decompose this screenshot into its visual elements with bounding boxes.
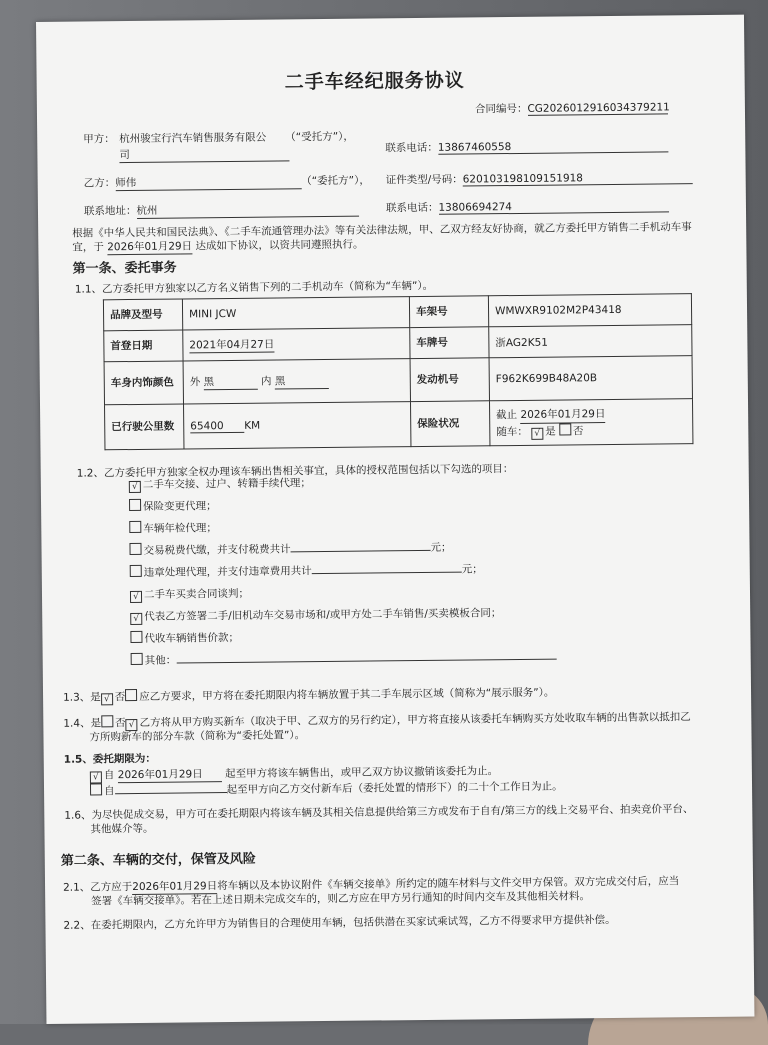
brand-label: 品牌及型号 [103,299,182,331]
options-list [129,473,557,675]
insurance-label: 保险状况 [410,401,489,447]
contract-paper [36,15,754,1024]
option-checkbox[interactable] [131,653,143,665]
insurance-value: 截止 2026年01月29日 随车： √ 是 否 [489,399,692,446]
party-a-phone-row: 联系电话：13867460558 [385,137,668,155]
option-item: √ 代表乙方签署二手/旧机动车交易市场和/或甲方处二手车销售/买卖模板合同； [130,605,556,631]
clause-1-1: 1.1、乙方委托甲方独家以乙方名义销售下列的二手机动车（简称为“车辆”）。 [74,279,434,296]
option-checkbox[interactable] [129,521,141,533]
clause-2-1-cont: 签署《车辆交接单》。若在上述日期未完成交车的，则乙方应在甲方另行通知的时间内交车及其他相关材料。 [91,890,590,908]
brand-value: MINI JCW [182,297,409,330]
term-option-2: 自 起至甲方向乙方交付新车后（委托处置的情形下）的二十个工作日为止。 [90,779,563,799]
contract-number: CG2026012916034379211 [527,101,670,115]
table-row [105,399,693,450]
party-a-name: 杭州骏宝行汽车销售服务有限公 [119,131,267,146]
address-row: 联系地址：杭州 [84,201,359,220]
section-2-heading: 第二条、车辆的交付，保管及风险 [60,851,256,869]
option-item: 交易税费代缴，并支付税费共计 元； [129,539,555,565]
option-checkbox[interactable] [130,565,142,577]
term-option-1: √ 自 2026年01月29日 起至甲方将该车辆售出，或甲乙双方协议撤销该委托为止。 [90,763,498,783]
party-b-id-row: 证件类型/号码：620103198109151918 [386,169,693,187]
option-item: 车辆年检代理； [129,517,555,543]
party-a-label: 甲方： [83,133,115,146]
reg-value: 2021年04月27日 [183,328,410,361]
party-a-role: （“受托方”）， [285,130,354,144]
clause-2-2: 2.2、在委托期限内，乙方允许甲方为销售目的合理使用车辆，包括供潜在买家试乘试驾，乙方不得要求甲方提供补偿。 [63,913,616,932]
c14-no-checkbox[interactable]: √ [126,719,138,731]
party-b-phone-row: 联系电话：13806694274 [386,197,669,215]
reg-label: 首登日期 [104,330,183,362]
party-b-phone: 13806694274 [438,199,668,214]
clause-2-1: 2.1、乙方应于2026年01月29日将车辆以及本协议附件《车辆交接单》所约定的随车材料与文件交甲方保管。双方完成交付后，应当 [63,875,680,894]
contract-number-label: 合同编号： [474,102,528,116]
c13-yes-checkbox[interactable]: √ [101,693,113,705]
section-1-heading: 第一条、委托事务 [72,260,177,277]
party-a-name-cont: 司 [119,145,289,163]
option-item: 其他： [131,649,557,675]
option-checkbox[interactable] [129,499,141,511]
clause-1-6-cont: 其他媒介等。 [90,822,154,836]
plate-label: 车牌号 [410,327,489,359]
intro-line-2: 宜，于 2026年01月29日 达成如下协议，以资共同遵照执行。 [72,238,364,254]
clause-1-4-cont: 方所购新车的部分车款（简称为“委托处置”）。 [89,729,306,744]
option-checkbox[interactable]: √ [129,481,141,493]
km-value: 65400 KM [184,402,411,449]
insurance-no-checkbox[interactable] [559,423,571,435]
c13-no-checkbox[interactable] [125,689,137,701]
option-item: 代收车辆销售价款； [130,627,556,653]
plate-value: 浙AG2K51 [489,325,692,358]
contract-number-row [475,99,668,116]
clause-1-6: 1.6、为尽快促成交易，甲方可在委托期限内将该车辆及其相关信息提供给第三方或发布于自有/第三方的线上交易平台、拍卖竞价平台、 [64,803,694,822]
clause-1-3: 1.3、是 √ 否 应乙方要求，甲方将在委托期限内将车辆放置于其二手车展示区域（简称为“展示服务”）。 [63,686,555,705]
color-value: 外 黑 内 黑 [183,359,410,404]
clause-1-2: 1.2、乙方委托甲方独家全权办理该车辆出售相关事宜，具体的授权范围包括以下勾选的项目： [76,463,514,480]
clause-1-4: 1.4、是 否 √ 乙方将从甲方购买新车（取决于甲、乙双方的另行约定），甲方将直接从该委托车辆购买方处收取车辆的出售款以抵扣乙 [63,711,691,731]
clause-1-5: 1.5、委托期限为： [63,752,156,766]
term-1-checkbox[interactable]: √ [90,771,102,783]
option-item: 违章处理代理，并支付违章费用共计 元； [130,561,556,587]
vin-value: WMWXR9102M2P43418 [488,294,691,327]
vehicle-table [103,293,694,450]
option-checkbox[interactable] [130,631,142,643]
vin-label: 车架号 [409,296,488,328]
km-label: 已行驶公里数 [105,404,184,450]
option-checkbox[interactable] [129,543,141,555]
c14-yes-checkbox[interactable] [101,715,113,727]
engine-value: F962K699B48A20B [489,356,692,401]
option-item: √ 二手车交接、过户、转籍手续代理； [129,473,555,499]
table-row [104,356,692,405]
option-item: 保险变更代理； [129,495,555,521]
party-b-name: 师伟 [115,173,301,191]
document-title: 二手车经纪服务协议 [284,69,465,94]
term-2-checkbox[interactable] [90,783,102,795]
party-b-id: 620103198109151918 [463,171,693,186]
intro-line-1: 根据《中华人民共和国民法典》、《二手车流通管理办法》等有关法律法规，甲、乙双方经友好协商，就乙方委托甲方销售二手机动车事 [72,221,692,240]
engine-label: 发动机号 [410,358,489,402]
party-b-row: 乙方：师伟 （“委托方”）， [83,174,370,190]
option-checkbox[interactable]: √ [130,591,142,603]
party-a-phone: 13867460558 [438,139,668,154]
color-label: 车身内饰颜色 [104,361,183,405]
address-value: 杭州 [136,201,358,219]
option-checkbox[interactable]: √ [130,613,142,625]
option-item: √ 二手车买卖合同谈判； [130,583,556,609]
insurance-yes-checkbox[interactable]: √ [531,427,543,439]
